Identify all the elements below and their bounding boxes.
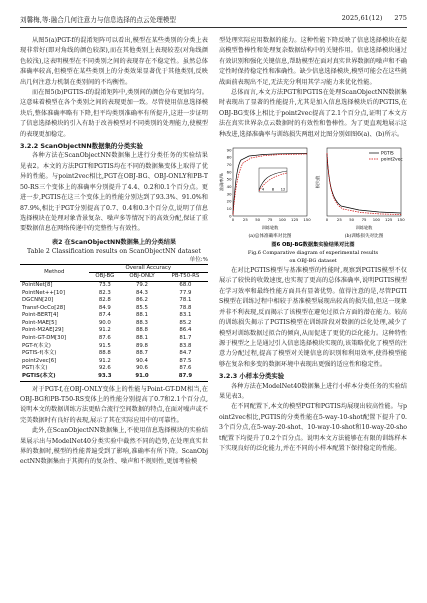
method-cell: Point-M2AE[29] [22,327,64,334]
value-cell: 91.2 [98,327,111,334]
method-cell: Point-BERT[4] [22,312,59,319]
table-caption-cn: 表2 在ScanObjectNN数据集上的分类结果 [51,238,177,246]
y-tick-label: 90 [226,147,232,153]
method-cell: PGTIS-f(本文) [22,350,57,357]
figure-caption-cn: 图6 OBJ-BG数据集实验结果对比图 [271,242,355,249]
x-tick-label: 150 [397,217,405,223]
y-tick-label: 80 [226,154,232,160]
x-tick-label: 25 [242,217,248,223]
y-tick-labels [227,147,232,218]
paragraph: 而在图5(b)PGTIS-f的混淆矩阵中,类别间的颜色分布更加均匀。这意味着模型在各个类别之间的表现更加一致。尽管使用信息选择模块后,整体准确率略有下降,但平均类别准确率有所提升,这进一步证明了信息选择模块的引入有助于改善模型对不同类别的处理能力,使模型的表现更加稳定。 [20,89,208,138]
x-axis-label: 训练轮数 [261,225,279,231]
paragraph: 各种方法在ScanObjectNN数据集上进行分类任务的实验结果见表2。本文的方法PGT和PGTIS均在不同的数据集变体上取得了优异的性能。与point2vec相比,PGT在OBJ-BG、OBJ-ONLY和PB-T50-RS三个变体上的准确率分别提升了4.4、0.2和0.1个百分点。更进一步,PGTIS在这三个变体上的性能分别达到了93.3%、91.0%和87.9%,相比于PGT分别提高了0.7、0.4和0.3个百分点,说明了信息选择模块在处理对象背景复杂、噪声多等情况下的高效分配,保证了重要数据信息在网络传递中的完整性与有效性。 [20,152,208,233]
x-tick-label: 100 [278,217,286,223]
table-row [20,297,208,305]
value-cell: 90.6 [135,365,148,372]
value-cell: 78.8 [179,304,192,311]
y-tick-label: 70 [226,162,232,168]
value-cell: 82.8 [98,297,111,304]
value-cell: 77.9 [179,289,192,296]
x-axis-label: 训练轮数 [355,225,373,231]
value-cell: 92.6 [98,365,111,372]
y-tick-label: 60 [226,169,232,175]
figure-caption-en: Fig.6 Comparative diagram of experimental results [247,250,379,257]
value-cell: 89.8 [135,342,148,349]
y-axis-label: 损失值 [315,175,320,189]
method-cell: PointNet[8] [22,281,53,288]
value-cell: 87.5 [179,357,192,364]
table-row [20,312,208,320]
table-row [20,290,208,298]
value-cell: 87.9 [178,373,193,380]
x-tick-label: 125 [385,217,393,223]
header-rule [20,27,407,28]
table-body [20,281,208,381]
table-row [20,335,208,343]
method-cell: PointNet++[10] [22,289,65,296]
value-cell: 82.3 [98,289,111,296]
legend-pgtis: PGTIS [381,151,394,157]
column-header: OBJ-BG [95,273,115,280]
paragraph: 在对比PGTIS模型与基准模型的性能时,观察到PGTIS模型不仅展示了较快的收敛速度,也实现了更高的总体准确率,说明PGTIS模型在学习效率和最终性能方面具有显著优势。值得注意的是,尽管PGTIS模型在训练过程中相较于基准模型展现出较高的损失值,但这一现象并非不利表现,反而揭示了该模型在避免过拟合方面的潜在能力。较高的训练损失揭示了PGTIS模型在训练阶段对数据的泛化处理,减少了模型对训练数据过拟合的倾向,从而促进了更优的泛化能力。这种特性源于模型之上是通过引入信息选择模块实现的,该策略优化了模型的注意力分配过程,提高了模型对关键信息的识别和利用效率,使得模型能够在复杂和多变的数据环境中表现出更强的适应性和稳定性。 [219,267,407,368]
results-table [20,264,208,382]
value-cell: 91.2 [98,357,111,364]
paragraph: 各种方法在ModelNet40数据集上进行小样本分类任务的实验结果见表3。 [219,382,407,400]
table-row [20,358,208,366]
value-cell: 87.6 [98,335,111,342]
value-cell: 85.2 [179,319,192,326]
value-cell: 84.9 [98,304,111,311]
x-tick-label: 150 [303,217,311,223]
method-header: Method [20,264,89,281]
figure-caption-en-2: on OBJ-BG dataset [289,258,337,265]
method-cell: DGCNN[20] [22,297,54,304]
value-cell: 79.2 [135,281,148,288]
column-header: OBJ-ONLY [129,273,155,280]
inset-tick-label: 4 [261,186,265,192]
x-tick-label: 75 [267,217,273,223]
panel-a [219,147,311,231]
table-row [20,327,208,335]
inset-tick-label: 8 [271,186,275,192]
x-tick-label: 0 [231,217,235,223]
value-cell: 87.6 [179,365,192,372]
value-cell: 88.8 [98,350,111,357]
paragraph: 在不同配置下,本文的模型PGT和PGTIS均展现出较高性能。与point2vec相比,PGTIS的分类性能在5-way-10-shot配置下提升了0.3个百分点,在5-way-20-shot、10-way-10-shot和10-way-20-shot配置下均提升了0.2个百分点。说明本文方法能够在有限的训练样本下实现良好的泛化能力,并在不同的小样本配置下保持稳定的性能。 [219,403,407,452]
table-row [20,320,208,328]
x-tick-label: 0 [325,217,329,223]
left-column [20,36,208,468]
table-row [20,305,208,313]
method-cell: Transf-OcCo[28] [22,304,66,311]
method-cell: Point-GT-DM[30] [22,335,67,342]
method-cell: Point-MAE[5] [22,319,57,326]
value-cell: 84.7 [179,350,192,357]
inset-tick-label: 12 [280,186,286,192]
value-cell: 83.1 [179,312,192,319]
value-cell: 81.7 [179,335,192,342]
section-heading: 3.2.3 小样本分类实验 [219,372,285,381]
subcaption-b: (b)训练损失对比图 [344,234,384,240]
subcaption-a: (a)总体准确率对比图 [248,234,292,240]
value-cell: 88.7 [135,350,148,357]
value-cell: 88.8 [135,327,148,334]
value-cell: 93.3 [98,373,112,380]
value-cell: 88.1 [135,335,148,342]
value-cell: 85.5 [135,304,148,311]
value-cell: 88.3 [135,319,148,326]
section-heading: 3.2.2 ScanObjectNN数据集的分类实验 [20,142,143,151]
y-axis-label: 准确率/% [219,173,224,192]
value-cell: 86.2 [135,297,148,304]
x-tick-label: 100 [372,217,380,223]
table-row [20,350,208,358]
value-cell: 68.0 [179,281,192,288]
x-tick-label: 25 [336,217,342,223]
y-tick-label: 40 [226,184,232,190]
figure-6-graphic [219,144,407,266]
panel-b [314,148,405,231]
running-header [20,14,407,26]
value-cell: 88.1 [135,312,148,319]
figure-6 [219,144,407,266]
table-row [20,365,208,373]
x-tick-labels [326,217,405,222]
paragraph: 型处理实际应用数据的能力。这种性能下降反映了信息选择模块在提高模型鲁棒性和处理复杂数据结构中的关键作用。信息选择模块通过有效识别和强化关键信息,帮助模型在面对真实世界数据的噪声和不确定性时保持稳定性和准确性。缺少信息选择模块,模型可能会在这些挑战面前表现出不足,无法充分利用其学习能力来优化性能。 [219,37,407,86]
table-row [20,373,208,381]
value-cell: 91.5 [98,342,111,349]
value-cell: 78.1 [179,297,192,304]
table-row [20,281,208,289]
value-cell: 83.8 [179,342,192,349]
y-tick-label: 10 [226,206,232,212]
table-unit: 单位:% [189,256,208,263]
x-tick-labels [232,217,311,222]
value-cell: 73.3 [98,281,111,288]
value-cell: 90.4 [135,357,148,364]
right-column [219,36,407,454]
paragraph: 对于PGT-f,在OBJ-ONLY变体上的性能与Point-GT-DM相当,在OBJ-BG和PB-T50-RS变体上的性能分别提高了0.7和2.1个百分点,说明本文的数据训练方法更贴合流行空间数据的特点,在面对噪声或不完美数据时有良好的表现,展示了其在实际应用中的可靠性。 [20,385,208,424]
x-tick-label: 75 [361,217,367,223]
value-cell: 87.4 [98,312,111,319]
y-tick-label: 0 [229,213,232,219]
value-cell: 84.3 [135,289,148,296]
page-number: 275 [394,14,407,22]
y-tick-label: 50 [226,176,232,182]
x-tick-label: 50 [255,217,261,223]
y-tick-label: 20 [226,198,232,204]
x-tick-label: 125 [291,217,299,223]
paragraph: 总体而言,本文方法PGT和PGTIS在处理ScanObjectNN数据集时表现出了显著的性能提升,尤其是加入信息选择模块后的PGTIS,在OBJ-BG变体上相比于point2vec提高了2.1个百分点,证明了本文方法在真实世界杂点云数据时的有效性和鲁棒性。为了更直观地展示这种改进,选择准确率与训练损失两组对比图分别如图6(a)、(b)所示。 [219,89,407,138]
paragraph: 此外,在ScanObjectNN数据集上,不使用信息选择模块的实验结果展示出与ModelNet40分类实验中截然不同的趋势,在处理真实世界的数据时,模型的性能普遍受到了影响,准确率有所下降。ScanObjectNN数据集由于其拥有的复杂性、噪声和不规则性,更加考验模 [20,427,208,466]
loss-pgtis [327,154,401,213]
method-cell: PGTIS(本文) [22,373,56,380]
value-cell: 91.0 [135,373,149,380]
value-cell: 90.0 [98,319,111,326]
legend-point2vec: point2vec [381,157,403,163]
group-header: Overall Accuracy [89,264,208,273]
method-cell: PGT(本文) [22,365,48,372]
method-cell: PGT-f(本文) [22,342,51,349]
y-tick-label: 30 [226,191,232,197]
value-cell: 86.4 [179,327,192,334]
paragraph: 从图5(a)PGT-f的混淆矩阵可以看出,模型在某些类别的分类上表现非常好(即对角线的颜色较深),而在其他类别上表现较差(对角线颜色较浅),这表明模型在不同类别之间的表现存在不稳定性。虽然总体准确率较高,但模型在某些类别上的分类效果显著优于其他类别,反映出几何注意力机制在类别间的不均衡性。 [20,37,208,86]
method-cell: point2vec[6] [22,357,57,364]
table-caption-en: Table 2 Classification results on ScanObjectNN dataset [27,247,201,255]
x-tick-label: 50 [349,217,355,223]
issue-info: 2025,61(12) 275 [341,14,407,22]
running-title: 刘馨梅,等:融合几何注意力与信息选择的点云处理模型 [20,16,176,24]
column-header: PB-T50-RS [171,273,200,280]
